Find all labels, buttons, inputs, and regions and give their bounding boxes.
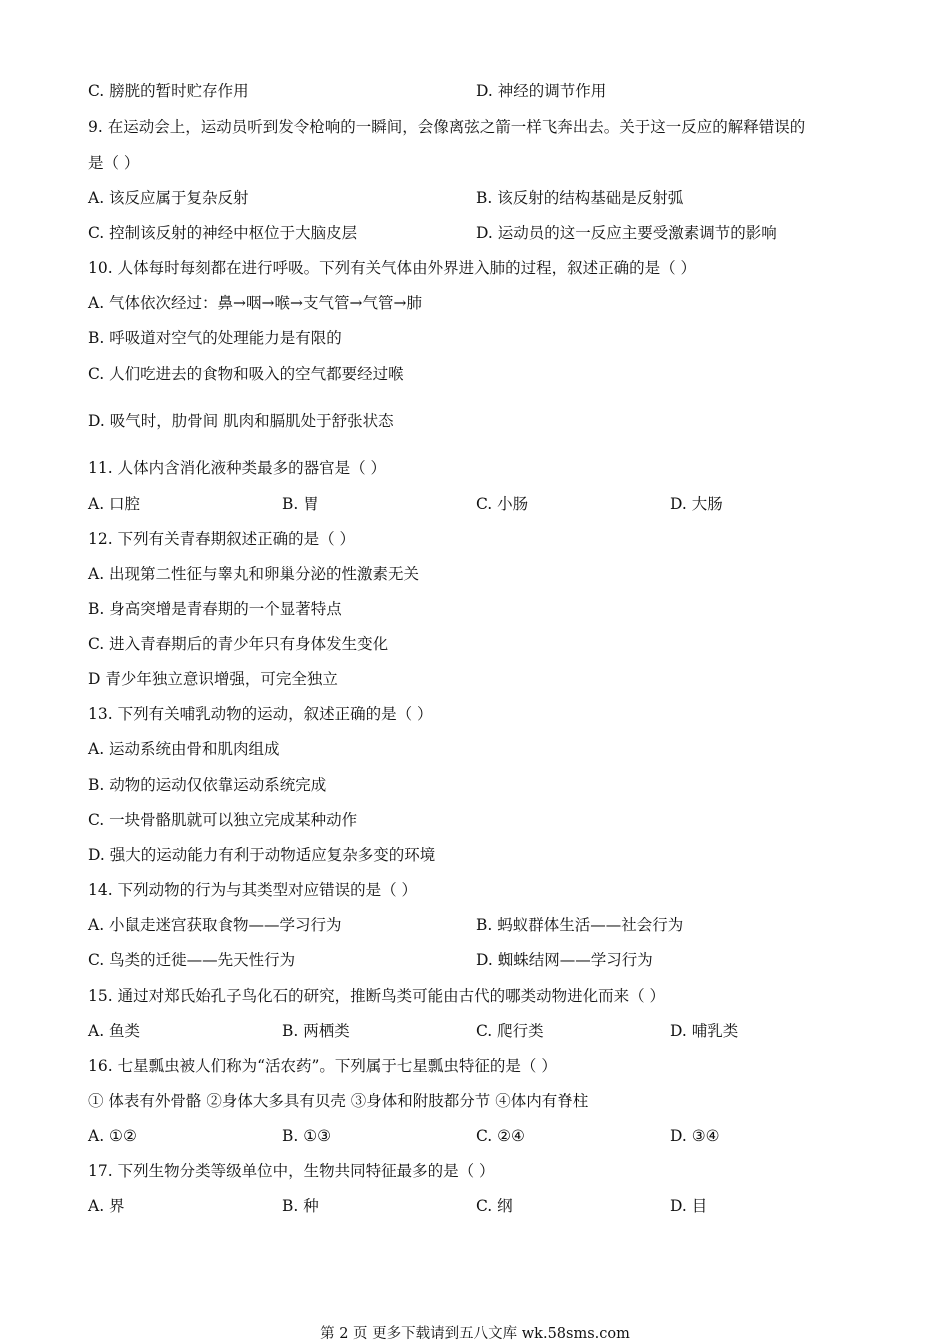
q15-option-b: B. 两栖类 (282, 1022, 350, 1040)
q14-option-a: A. 小鼠走迷宫获取食物——学习行为 (88, 916, 342, 934)
q12-option-a: A. 出现第二性征与睾丸和卵巢分泌的性激素无关 (88, 565, 420, 583)
q16-option-a: A. ①② (88, 1127, 137, 1145)
q10-option-b: B. 呼吸道对空气的处理能力是有限的 (88, 329, 342, 347)
q15-option-a: A. 鱼类 (88, 1022, 141, 1040)
q8-option-d: D. 神经的调节作用 (476, 82, 607, 100)
q11-option-c: C. 小肠 (476, 495, 529, 513)
q9-option-c: C. 控制该反射的神经中枢位于大脑皮层 (88, 224, 358, 242)
q17-stem: 17. 下列生物分类等级单位中，生物共同特征最多的是（ ） (88, 1162, 495, 1180)
q17-option-d: D. 目 (670, 1197, 708, 1215)
q9-option-a: A. 该反应属于复杂反射 (88, 189, 249, 207)
q10-stem: 10. 人体每时每刻都在进行呼吸。下列有关气体由外界进入肺的过程，叙述正确的是（ ） (88, 259, 697, 277)
q14-stem: 14. 下列动物的行为与其类型对应错误的是（ ） (88, 881, 418, 899)
q15-option-d: D. 哺乳类 (670, 1022, 739, 1040)
q12-option-c: C. 进入青春期后的青少年只有身体发生变化 (88, 635, 389, 653)
q11-stem: 11. 人体内含消化液种类最多的器官是（ ） (88, 459, 387, 477)
q16-option-d: D. ③④ (670, 1127, 720, 1145)
q13-option-c: C. 一块骨骼肌就可以独立完成某种动作 (88, 811, 358, 829)
q11-option-b: B. 胃 (282, 495, 319, 513)
q15-option-c: C. 爬行类 (476, 1022, 544, 1040)
q9-option-b: B. 该反射的结构基础是反射弧 (476, 189, 684, 207)
q11-option-d: D. 大肠 (670, 495, 723, 513)
q10-option-d: D. 吸气时，肋骨间 肌肉和膈肌处于舒张状态 (88, 412, 394, 430)
q16-option-b: B. ①③ (282, 1127, 332, 1145)
q17-option-a: A. 界 (88, 1197, 125, 1215)
q16-stem: 16. 七星瓢虫被人们称为“活农药”。下列属于七星瓢虫特征的是（ ） (88, 1057, 557, 1075)
q13-option-d: D. 强大的运动能力有利于动物适应复杂多变的环境 (88, 846, 436, 864)
q9-stem-line2: 是（ ） (88, 154, 140, 172)
q10-option-a: A. 气体依次经过：鼻→咽→喉→支气管→气管→肺 (88, 294, 422, 312)
q8-option-c: C. 膀胱的暂时贮存作用 (88, 82, 249, 100)
q16-items: ① 体表有外骨骼 ②身体大多具有贝壳 ③身体和附肢都分节 ④体内有脊柱 (88, 1092, 589, 1110)
q17-option-b: B. 种 (282, 1197, 319, 1215)
q15-stem: 15. 通过对郑氏始孔子鸟化石的研究，推断鸟类可能由古代的哪类动物进化而来（ ） (88, 987, 666, 1005)
q10-option-c: C. 人们吃进去的食物和吸入的空气都要经过喉 (88, 365, 404, 383)
q14-option-d: D. 蜘蛛结网——学习行为 (476, 951, 653, 969)
q16-option-c: C. ②④ (476, 1127, 525, 1145)
q12-option-b: B. 身高突增是青春期的一个显著特点 (88, 600, 342, 618)
q14-option-b: B. 蚂蚁群体生活——社会行为 (476, 916, 684, 934)
q11-option-a: A. 口腔 (88, 495, 141, 513)
q13-option-a: A. 运动系统由骨和肌肉组成 (88, 740, 280, 758)
q13-stem: 13. 下列有关哺乳动物的运动，叙述正确的是（ ） (88, 705, 433, 723)
page-footer: 第 2 页 更多下载请到五八文库 wk.58sms.com (320, 1326, 630, 1342)
q9-option-d: D. 运动员的这一反应主要受激素调节的影响 (476, 224, 777, 242)
q9-stem-line1: 9. 在运动会上，运动员听到发令枪响的一瞬间，会像离弦之箭一样飞奔出去。关于这一反应的解释错误的 (88, 118, 806, 136)
q12-option-d: D 青少年独立意识增强，可完全独立 (88, 670, 338, 688)
q17-option-c: C. 纲 (476, 1197, 513, 1215)
q12-stem: 12. 下列有关青春期叙述正确的是（ ） (88, 530, 356, 548)
q13-option-b: B. 动物的运动仅依靠运动系统完成 (88, 776, 327, 794)
q14-option-c: C. 鸟类的迁徙——先天性行为 (88, 951, 296, 969)
